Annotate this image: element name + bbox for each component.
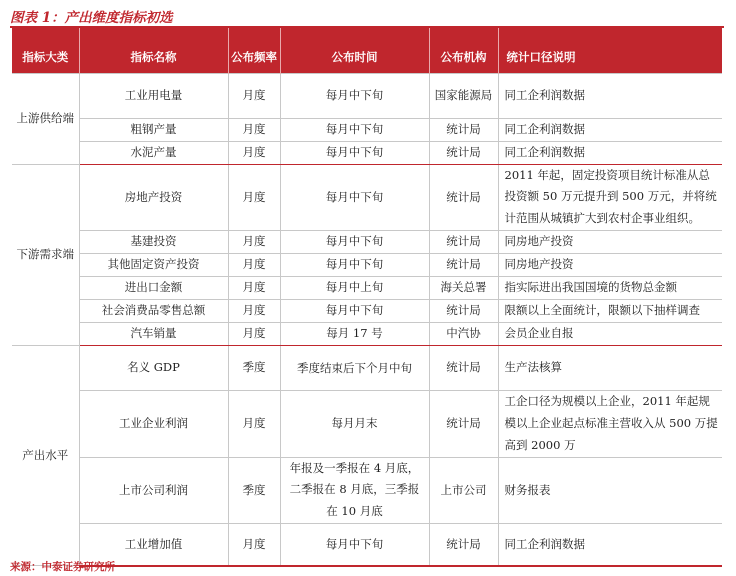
- indicator-frequency: 月度: [228, 164, 280, 231]
- indicator-desc: 2011 年起，固定投资项目统计标准从总投资额 50 万元提升到 500 万元，并将统计范围从城镇扩大到农村企事业组织。: [498, 164, 722, 231]
- table-row: [12, 323, 722, 346]
- header-org: 公布机构: [429, 28, 498, 73]
- indicator-desc: 同房地产投资: [498, 254, 722, 277]
- indicator-org: 统计局: [429, 346, 498, 391]
- indicator-name: 粗钢产量: [79, 118, 228, 141]
- indicator-org: 统计局: [429, 254, 498, 277]
- indicator-frequency: 月度: [228, 118, 280, 141]
- indicator-org: 统计局: [429, 524, 498, 566]
- header-name: 指标名称: [79, 28, 228, 73]
- indicator-name: 房地产投资: [79, 164, 228, 231]
- table-header-row: [12, 28, 722, 73]
- indicator-name: 汽车销量: [79, 323, 228, 346]
- figure-caption: 图表 1：产出维度指标初选: [10, 10, 173, 26]
- indicator-org: 海关总署: [429, 277, 498, 300]
- indicator-time: 每月中下旬: [280, 141, 429, 164]
- indicator-frequency: 月度: [228, 300, 280, 323]
- table-row: [12, 254, 722, 277]
- indicator-desc: 指实际进出我国国境的货物总金额: [498, 277, 722, 300]
- indicator-desc: 生产法核算: [498, 346, 722, 391]
- indicator-desc: 同工企利润数据: [498, 118, 722, 141]
- indicator-time: 每月中下旬: [280, 164, 429, 231]
- indicator-time: 每月中上旬: [280, 277, 429, 300]
- indicator-name: 工业用电量: [79, 73, 228, 118]
- indicator-desc: 会员企业自报: [498, 323, 722, 346]
- group-cell: 下游需求端: [12, 164, 79, 346]
- indicator-org: 统计局: [429, 300, 498, 323]
- indicator-desc: 限额以上全面统计，限额以下抽样调查: [498, 300, 722, 323]
- indicator-time: 季度结束后下个月中旬: [280, 346, 429, 391]
- table-row: [12, 164, 722, 231]
- indicator-frequency: 月度: [228, 73, 280, 118]
- indicator-frequency: 月度: [228, 524, 280, 566]
- table-row: [12, 231, 722, 254]
- indicator-org: 统计局: [429, 141, 498, 164]
- indicator-frequency: 季度: [228, 346, 280, 391]
- indicator-org: 统计局: [429, 118, 498, 141]
- indicator-org: 国家能源局: [429, 73, 498, 118]
- table-row: [12, 457, 722, 524]
- indicator-frequency: 月度: [228, 323, 280, 346]
- table-row: [12, 118, 722, 141]
- indicator-org: 统计局: [429, 391, 498, 458]
- indicator-frequency: 月度: [228, 391, 280, 458]
- indicator-frequency: 月度: [228, 254, 280, 277]
- table-row: [12, 300, 722, 323]
- indicator-frequency: 季度: [228, 457, 280, 524]
- indicator-org: 中汽协: [429, 323, 498, 346]
- indicator-org: 统计局: [429, 231, 498, 254]
- indicator-desc: 同房地产投资: [498, 231, 722, 254]
- indicator-desc: 同工企利润数据: [498, 73, 722, 118]
- indicator-desc: 财务报表: [498, 457, 722, 524]
- group-cell: 上游供给端: [12, 73, 79, 164]
- header-desc: 统计口径说明: [498, 28, 722, 73]
- indicator-name: 工业企业利润: [79, 391, 228, 458]
- indicator-desc: 工企口径为规模以上企业，2011 年起规模以上企业起点标准主营收入从 500 万提高到 2000 万: [498, 391, 722, 458]
- indicator-time: 每月中下旬: [280, 300, 429, 323]
- indicator-name: 基建投资: [79, 231, 228, 254]
- indicator-time: 每月中下旬: [280, 118, 429, 141]
- indicator-org: 上市公司: [429, 457, 498, 524]
- header-time: 公布时间: [280, 28, 429, 73]
- table-row: [12, 391, 722, 458]
- indicator-frequency: 月度: [228, 231, 280, 254]
- indicator-name: 进出口金额: [79, 277, 228, 300]
- indicator-name: 工业增加值: [79, 524, 228, 566]
- indicator-desc: 同工企利润数据: [498, 524, 722, 566]
- table-row: [12, 141, 722, 164]
- indicator-time: 每月月末: [280, 391, 429, 458]
- indicator-time: 每月中下旬: [280, 254, 429, 277]
- indicator-org: 统计局: [429, 164, 498, 231]
- table-row: [12, 73, 722, 118]
- indicator-name: 水泥产量: [79, 141, 228, 164]
- indicator-time: 年报及一季报在 4 月底，二季报在 8 月底，三季报在 10 月底: [280, 457, 429, 524]
- indicator-name: 其他固定资产投资: [79, 254, 228, 277]
- group-cell: 产出水平: [12, 346, 79, 566]
- table-row: [12, 524, 722, 566]
- indicator-time: 每月中下旬: [280, 73, 429, 118]
- indicator-name: 名义 GDP: [79, 346, 228, 391]
- header-category: 指标大类: [12, 28, 79, 73]
- indicator-time: 每月中下旬: [280, 231, 429, 254]
- header-frequency: 公布频率: [228, 28, 280, 73]
- table-row: [12, 277, 722, 300]
- table-row: [12, 346, 722, 391]
- indicator-frequency: 月度: [228, 277, 280, 300]
- indicator-name: 社会消费品零售总额: [79, 300, 228, 323]
- source-note: 来源：中泰证券研究所: [10, 561, 115, 573]
- indicator-name: 上市公司利润: [79, 457, 228, 524]
- indicator-desc: 同工企利润数据: [498, 141, 722, 164]
- indicator-table: [12, 28, 722, 567]
- indicator-time: 每月中下旬: [280, 524, 429, 566]
- indicator-frequency: 月度: [228, 141, 280, 164]
- indicator-time: 每月 17 号: [280, 323, 429, 346]
